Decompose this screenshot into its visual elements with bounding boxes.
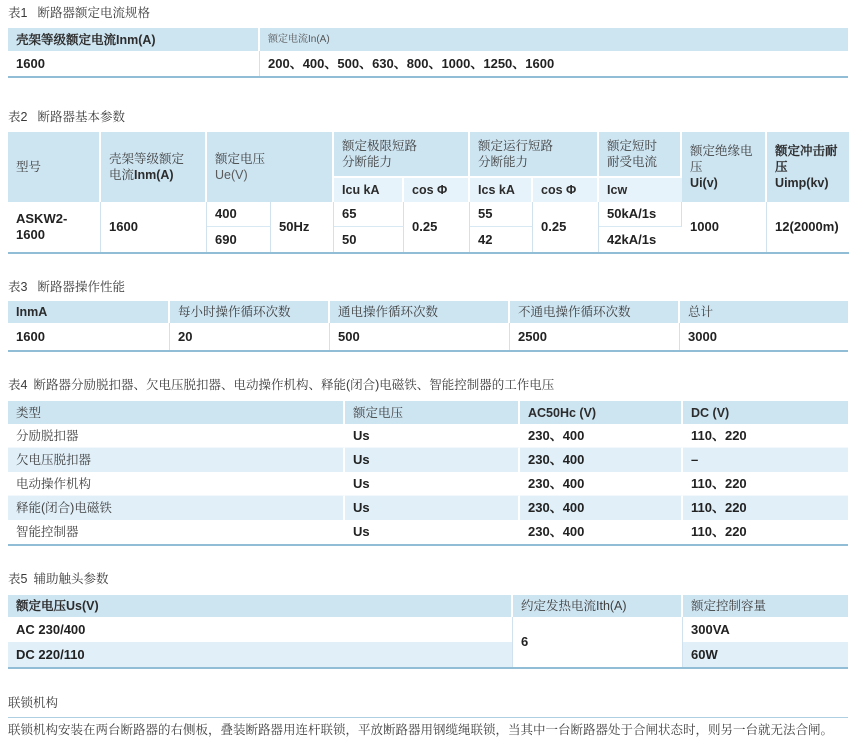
section-table1 — [8, 6, 848, 78]
t4-row2-ac: 230、400 — [520, 472, 683, 496]
t3-cell-per-hour-cycles: 20 — [170, 323, 330, 350]
t3-header-per-hour-cycles: 每小时操作循环次数 — [170, 301, 330, 323]
t5-cell-dc: DC 220/110 — [8, 642, 513, 667]
table5-tag: 表5 — [8, 572, 28, 586]
table1-rated-current-spec — [8, 28, 848, 78]
table4-working-voltage — [8, 401, 848, 546]
t2-subheader-cos2: cos Φ — [533, 178, 599, 202]
t2-cell-cos1: 0.25 — [404, 202, 470, 252]
t3-cell-total: 3000 — [680, 323, 848, 350]
t2-header-rated-voltage: 额定电压 Ue(V) — [207, 132, 334, 202]
t4-row3-dc: 110、220 — [683, 496, 848, 520]
t2-subheader-ics: Ics kA — [470, 178, 533, 202]
t3-header-total: 总计 — [680, 301, 848, 323]
t4-row0-ac: 230、400 — [520, 424, 683, 448]
t5-header-ith: 约定发热电流Ith(A) — [513, 595, 683, 617]
t4-row4-us: Us — [345, 520, 520, 544]
t3-cell-without-current-cycles: 2500 — [510, 323, 680, 350]
t5-header-us: 额定电压Us(V) — [8, 595, 513, 617]
t1-header-frame-current: 壳架等级额定电流Inm(A) — [8, 28, 260, 51]
table5-auxiliary-contact — [8, 595, 848, 669]
t4-row1-us: Us — [345, 448, 520, 472]
t5-cell-60w: 60W — [683, 642, 848, 667]
t3-cell-with-current-cycles: 500 — [330, 323, 510, 350]
t2-cell-ics-55: 55 — [470, 202, 533, 227]
t2-cell-ui: 1000 — [682, 202, 767, 252]
t5-cell-ac: AC 230/400 — [8, 617, 513, 642]
table1-title — [8, 6, 848, 20]
t1-cell-rated-current: 200、400、500、630、800、1000、1250、1600 — [260, 51, 848, 76]
t4-row0-us: Us — [345, 424, 520, 448]
t2-subheader-icw: Icw — [599, 178, 682, 202]
t2-cell-cos2: 0.25 — [533, 202, 599, 252]
t2-cell-uimp: 12(2000m) — [767, 202, 849, 252]
section-table3 — [8, 280, 848, 352]
t1-cell-frame-current: 1600 — [8, 51, 260, 76]
t2-header-impulse-withstand: 额定冲击耐压 Uimp(kv) — [767, 132, 849, 202]
t5-header-capacity: 额定控制容量 — [683, 595, 848, 617]
t4-row4-dc: 110、220 — [683, 520, 848, 544]
t2-cell-frequency: 50Hz — [271, 202, 334, 252]
section-table2 — [8, 110, 848, 254]
t2-cell-inm: 1600 — [101, 202, 207, 252]
t2-cell-ue-690: 690 — [207, 227, 271, 252]
t2-subheader-cos1: cos Φ — [404, 178, 470, 202]
t2-cell-icw-42: 42kA/1s — [599, 227, 682, 252]
t4-header-type: 类型 — [8, 401, 345, 424]
table4-title — [8, 378, 848, 392]
t4-row2-dc: 110、220 — [683, 472, 848, 496]
t2-cell-icu-50: 50 — [334, 227, 404, 252]
table3-title-text: 断路器操作性能 — [37, 280, 125, 294]
t2-cell-icu-65: 65 — [334, 202, 404, 227]
t1-header-rated-current: 额定电流In(A) — [260, 28, 848, 51]
t4-row3-us: Us — [345, 496, 520, 520]
table1-tag: 表1 — [8, 6, 28, 20]
t2-header-service-breaking: 额定运行短路 分断能力 — [470, 132, 599, 178]
t4-row4-type: 智能控制器 — [8, 520, 345, 544]
table2-tag: 表2 — [8, 110, 28, 124]
table4-title-text: 断路器分励脱扣器、欠电压脱扣器、电动操作机构、释能(闭合)电磁铁、智能控制器的工作电压 — [33, 378, 555, 392]
t4-header-rated-voltage: 额定电压 — [345, 401, 520, 424]
t4-row4-ac: 230、400 — [520, 520, 683, 544]
t2-header-short-time-withstand: 额定短时 耐受电流 — [599, 132, 682, 178]
t4-row3-ac: 230、400 — [520, 496, 683, 520]
table5-title — [8, 572, 848, 586]
table3-tag: 表3 — [8, 280, 28, 294]
t4-header-ac: AC50Hc (V) — [520, 401, 683, 424]
table3-title — [8, 280, 848, 294]
t2-cell-ics-42: 42 — [470, 227, 533, 252]
t3-header-inm: InmA — [8, 301, 170, 323]
table1-title-text: 断路器额定电流规格 — [37, 6, 150, 20]
t2-header-ultimate-breaking: 额定极限短路 分断能力 — [334, 132, 470, 178]
t4-row0-dc: 110、220 — [683, 424, 848, 448]
table4-tag: 表4 — [8, 378, 28, 392]
t4-row1-ac: 230、400 — [520, 448, 683, 472]
interlock-title: 联锁机构 — [8, 696, 59, 710]
section-table4 — [8, 378, 848, 546]
t4-row2-us: Us — [345, 472, 520, 496]
t4-header-dc: DC (V) — [683, 401, 848, 424]
section-table5 — [8, 572, 848, 669]
t4-row1-type: 欠电压脱扣器 — [8, 448, 345, 472]
t5-cell-300va: 300VA — [683, 617, 848, 642]
table2-title — [8, 110, 848, 124]
t2-subheader-icu: Icu kA — [334, 178, 404, 202]
interlock-description: 联锁机构安装在两台断路器的右侧板，叠装断路器用连杆联锁，平放断路器用钢缆绳联锁，当其中一台断路器处于合闸状态时，则另一台就无法合闸。 — [8, 717, 848, 741]
table2-title-text: 断路器基本参数 — [37, 110, 125, 124]
t2-cell-ue-400: 400 — [207, 202, 271, 227]
table2-basic-parameters — [8, 132, 849, 254]
table5-title-text: 辅助触头参数 — [33, 572, 109, 586]
t3-cell-inm: 1600 — [8, 323, 170, 350]
t4-row0-type: 分励脱扣器 — [8, 424, 345, 448]
t2-header-frame-current: 壳架等级额定 电流Inm(A) — [101, 132, 207, 202]
t3-header-without-current-cycles: 不通电操作循环次数 — [510, 301, 680, 323]
section-interlock — [8, 693, 848, 741]
t4-row2-type: 电动操作机构 — [8, 472, 345, 496]
t4-row3-type: 释能(闭合)电磁铁 — [8, 496, 345, 520]
t5-cell-ith: 6 — [513, 617, 683, 667]
t2-header-model: 型号 — [8, 132, 101, 202]
t2-header-insulation-voltage: 额定绝缘电压 Ui(v) — [682, 132, 767, 202]
table3-operation-performance — [8, 301, 848, 352]
t3-header-with-current-cycles: 通电操作循环次数 — [330, 301, 510, 323]
t2-cell-model: ASKW2-1600 — [8, 202, 101, 252]
t2-cell-icw-50: 50kA/1s — [599, 202, 682, 227]
t4-row1-dc: – — [683, 448, 848, 472]
